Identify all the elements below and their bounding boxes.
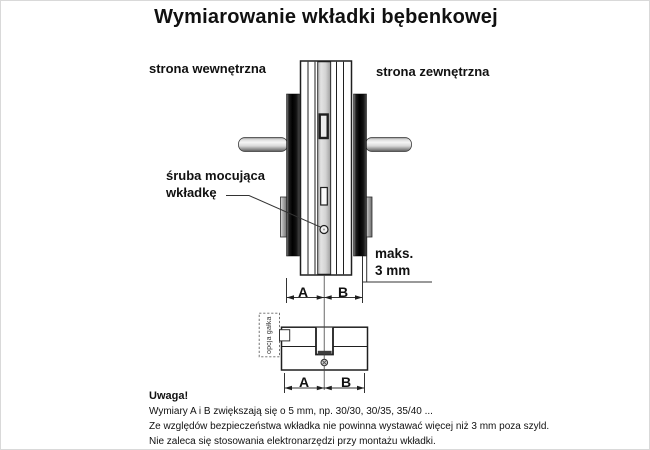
label-fixing-screw [166,168,265,201]
dim-arrow [287,295,295,299]
dim-label-b-top: B [337,284,349,300]
cylinder-dimensioning-diagram [1,1,650,450]
dim-label-a-top: A [297,284,309,300]
note-line: Wymiary A i B zwiększają się o 5 mm, np. 30/30, 30/35, 35/40 ... [149,406,433,417]
label-fixing-screw-line2: wkładkę [166,184,217,200]
note-line: Nie zaleca się stosowania elektronarzędzi przy montażu wkładki. [149,436,436,447]
note-block [149,389,549,449]
note-line: Ze względów bezpieczeństwa wkładka nie powinna wystawać więcej niż 3 mm poza szyld. [149,421,550,432]
label-inner-side: strona wewnętrzna [149,61,267,76]
fixing-screw-center [323,229,325,231]
dim-label-a-bottom: A [298,374,310,390]
note-heading: Uwaga! [149,390,189,402]
label-fixing-screw-line1: śruba mocująca [166,168,265,183]
keyway-lower-slot [321,188,328,206]
cylinder-body-strip [318,62,331,274]
dim-arrow [355,295,363,299]
keyway-upper-slot [320,115,328,139]
label-max-protrusion [375,245,413,279]
shield-inner [287,94,300,256]
dim-arrow [324,295,332,299]
cylinder-end-inner [281,197,288,237]
knob-neck [280,330,290,341]
dim-arrow [317,295,325,299]
page-title: Wymiarowanie wkładki bębenkowej [154,6,498,28]
label-knob-option: opcja gałka [266,316,273,354]
shield-outer [354,94,367,256]
handle-axle-outer [366,138,412,152]
handle-axle-inner [239,138,288,152]
label-max-protrusion-line2: 3 mm [375,263,411,278]
label-outer-side: strona zewnętrzna [376,64,490,79]
dim-label-b-bottom: B [340,374,352,390]
cam [318,351,332,355]
label-max-protrusion-line1: maks. [375,246,414,261]
